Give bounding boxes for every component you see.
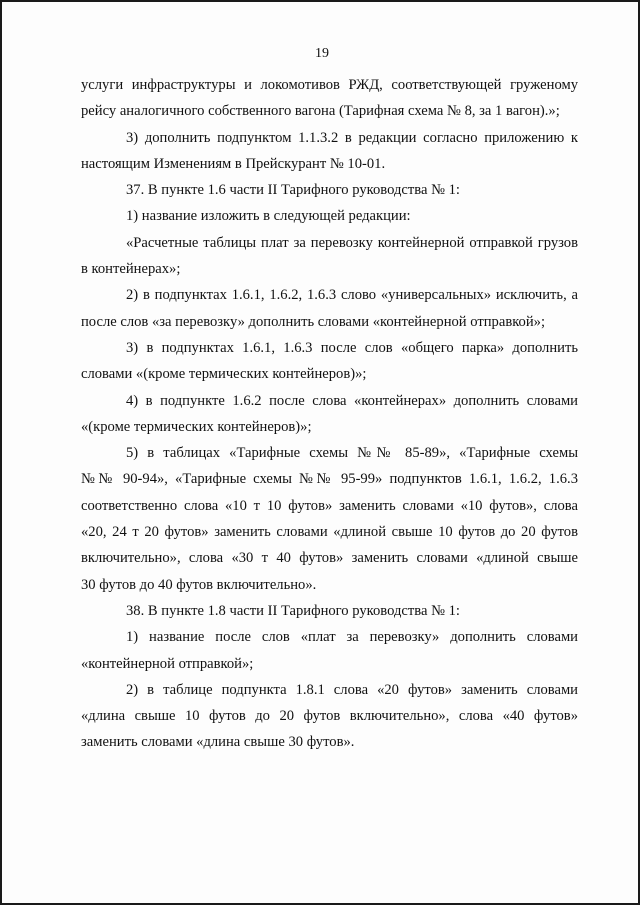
text-line: 1) название после слов «плат за перевозку» дополнить словами [126, 629, 578, 646]
text-line: после слов «за перевозку» дополнить словами «контейнерной отправкой»; [81, 313, 546, 330]
text-line: 3) в подпунктах 1.6.1, 1.6.3 после слов «общего парка» дополнить [126, 339, 578, 356]
section-heading-38: 38. В пункте 1.8 части II Тарифного руководства № 1: [126, 602, 460, 619]
text-line: №№ 90-94», «Тарифные схемы №№ 95-99» подпунктов 1.6.1, 1.6.2, 1.6.3 [81, 471, 578, 488]
text-line: заменить словами «длина свыше 30 футов». [81, 734, 355, 751]
text-line: словами «(кроме термических контейнеров)»; [81, 366, 367, 383]
text-line: настоящим Изменениям в Прейскурант № 10-01. [81, 155, 386, 172]
text-line: соответственно слова «10 т 10 футов» заменить словами «10 футов», слова [81, 497, 578, 514]
section-heading-37: 37. В пункте 1.6 части II Тарифного руководства № 1: [126, 182, 460, 199]
text-line: «контейнерной отправкой»; [81, 655, 254, 672]
text-line: «(кроме термических контейнеров)»; [81, 418, 312, 435]
text-line: в контейнерах»; [81, 261, 181, 278]
text-line: «20, 24 т 20 футов» заменить словами «длиной свыше 10 футов до 20 футов [81, 524, 578, 541]
text-line: 30 футов до 40 футов включительно». [81, 576, 317, 593]
text-line: 2) в таблице подпункта 1.8.1 слова «20 футов» заменить словами [126, 681, 578, 698]
text-line: услуги инфраструктуры и локомотивов РЖД, соответствующей груженому [81, 77, 578, 93]
text-line: 2) в подпунктах 1.6.1, 1.6.2, 1.6.3 слово «универсальных» исключить, а [126, 287, 578, 304]
text-line: включительно», слова «30 т 40 футов» заменить словами «длиной свыше [81, 550, 578, 567]
text-line: 4) в подпункте 1.6.2 после слова «контейнерах» дополнить словами [126, 392, 578, 409]
document-body [81, 72, 578, 756]
text-line: «длина свыше 10 футов до 20 футов включительно», слова «40 футов» [81, 708, 578, 725]
page-number: 19 [315, 46, 329, 61]
text-line: 3) дополнить подпунктом 1.1.3.2 в редакции согласно приложению к [126, 129, 578, 146]
text-line: рейсу аналогичного собственного вагона (Тарифная схема № 8, за 1 вагон).»; [81, 103, 560, 120]
text-line: 5) в таблицах «Тарифные схемы №№ 85-89», «Тарифные схемы [126, 445, 578, 462]
text-line: «Расчетные таблицы плат за перевозку контейнерной отправкой грузов [126, 234, 578, 251]
text-line: 1) название изложить в следующей редакции: [126, 208, 411, 225]
